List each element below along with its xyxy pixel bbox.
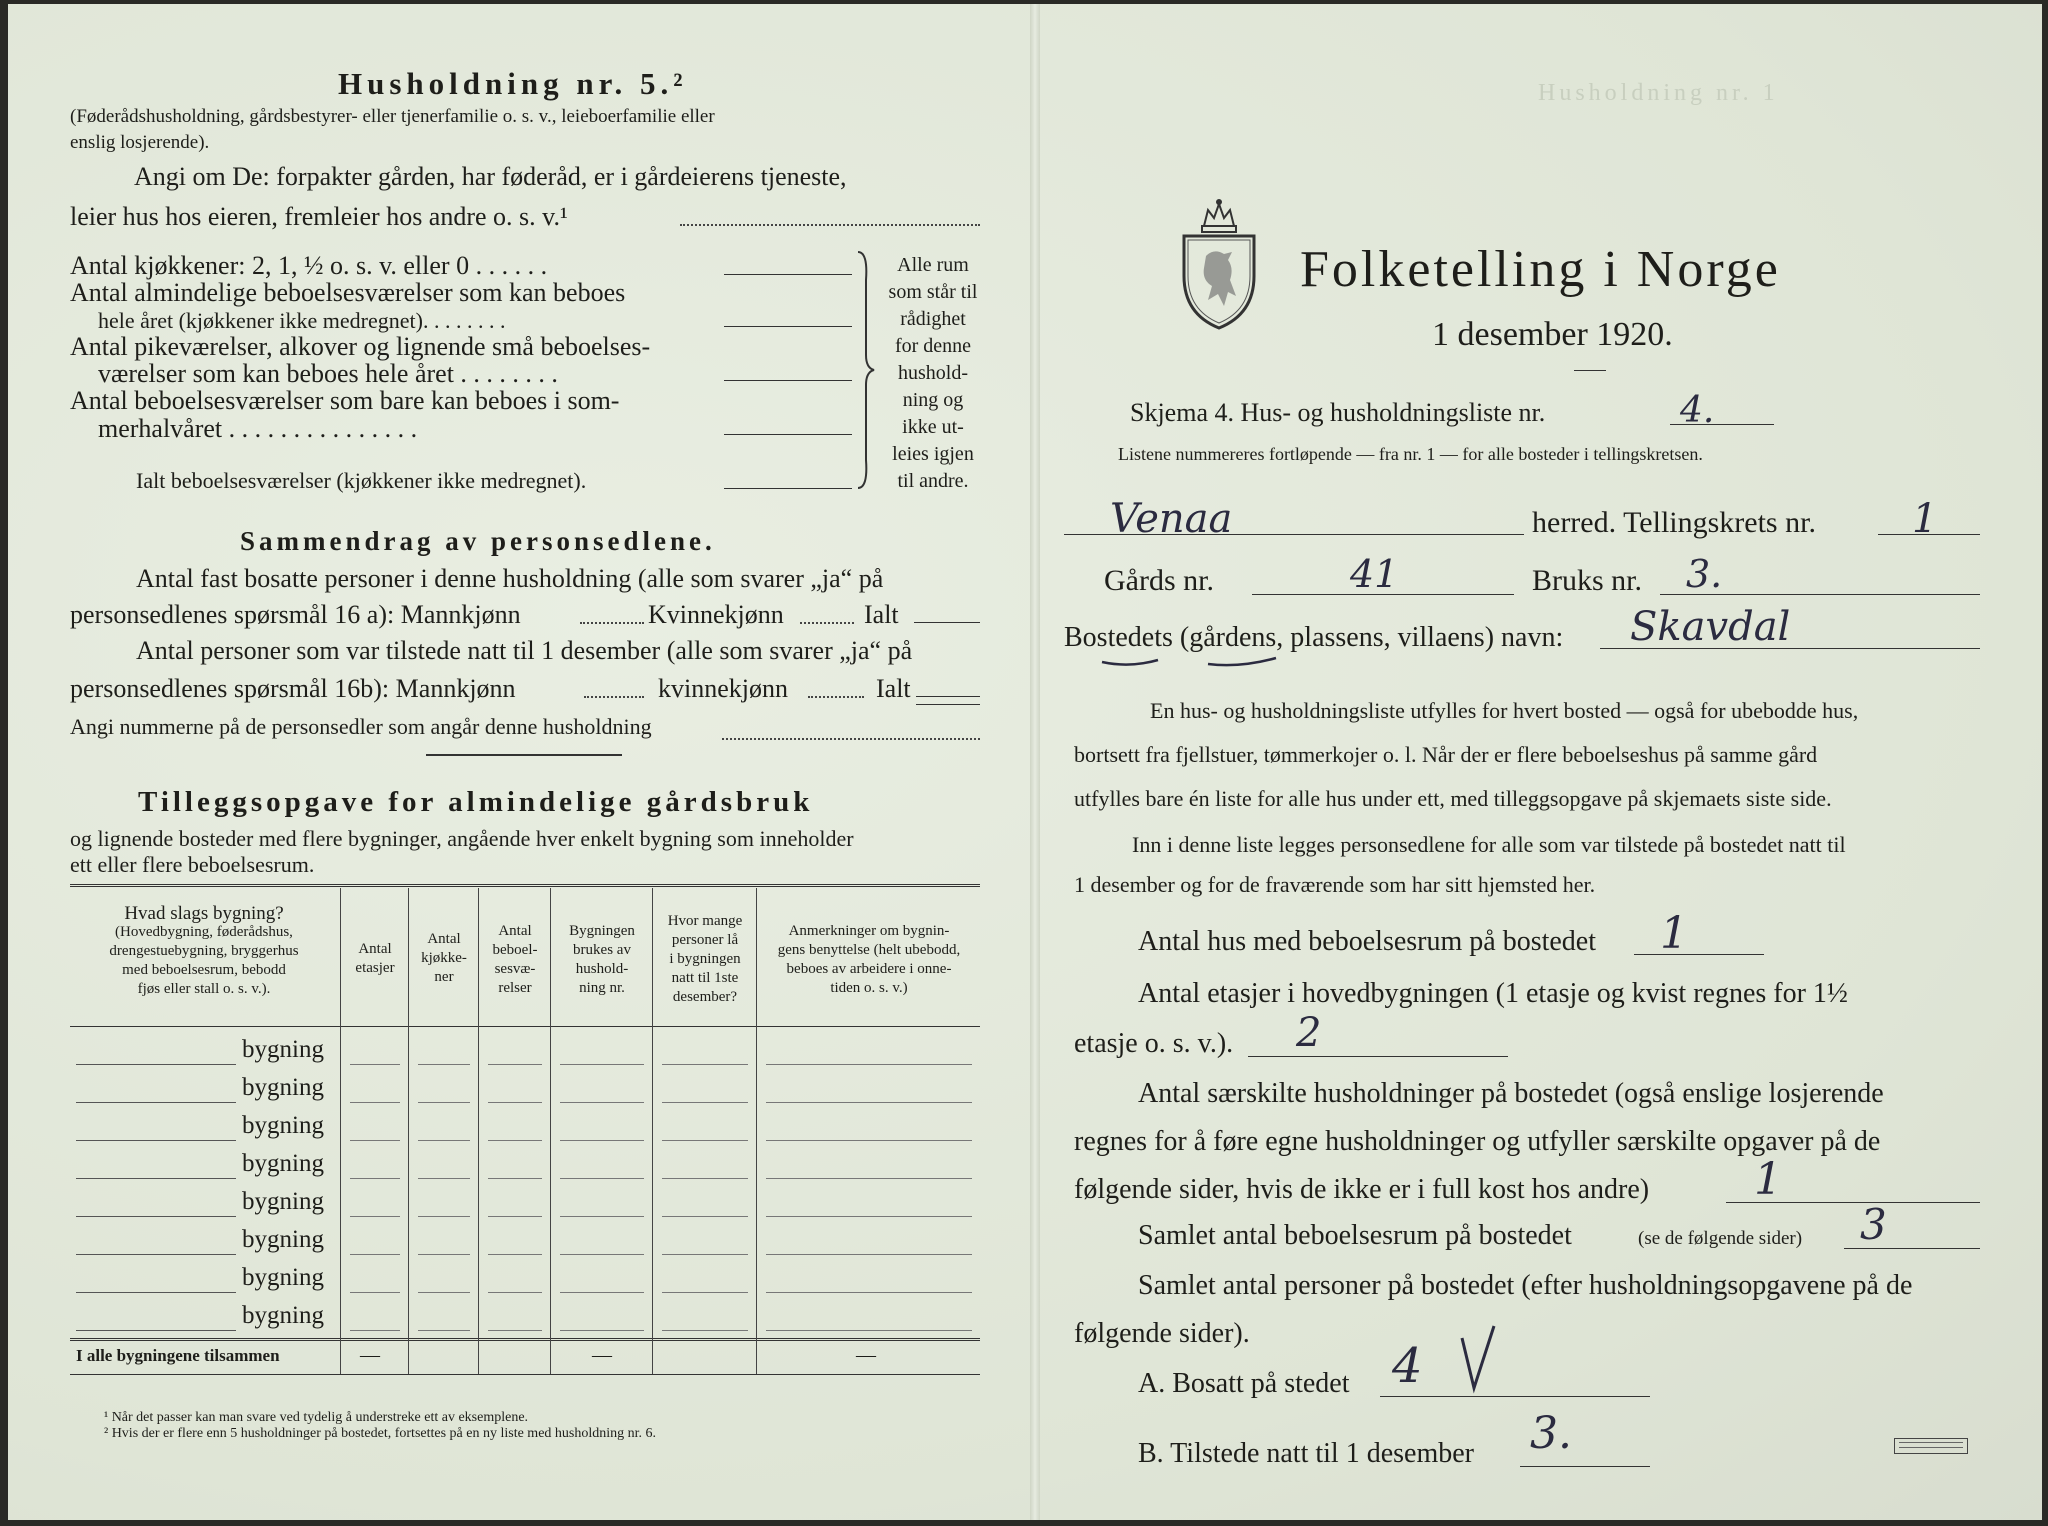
- instructions-line2: bortsett fra fjellstuer, tømmerkojer o. l. Når der er flere beboelseshus på samme gård: [1074, 742, 1818, 767]
- col-header-line: brukes av: [573, 942, 631, 958]
- summary-p1-total-field[interactable]: [914, 622, 980, 623]
- table-cell-field[interactable]: [76, 1216, 236, 1217]
- gards-label: Gårds nr.: [1104, 564, 1214, 597]
- table-row-label: bygning: [242, 1074, 324, 1101]
- col-header-line: Bygningen: [569, 923, 635, 939]
- q5-line2: følgende sider).: [1074, 1318, 1250, 1349]
- col-header-household: [552, 922, 652, 998]
- rooms-kitchens-label: Antal kjøkkener: 2, 1, ½ o. s. v. eller 0 . . . . . .: [70, 251, 548, 280]
- qa-label: A. Bosatt på stedet: [1138, 1368, 1350, 1399]
- form-date: 1 desember 1920.: [1432, 316, 1673, 353]
- col-divider: [408, 888, 409, 1374]
- table-cell-field[interactable]: [766, 1102, 972, 1103]
- table-row-label: bygning: [242, 1188, 324, 1215]
- col-header-line: sesvæ-: [494, 961, 536, 977]
- table-cell-field[interactable]: [418, 1102, 470, 1103]
- rooms-ordinary-label1: Antal almindelige beboelsesværelser som kan beboes: [70, 278, 626, 307]
- table-cell-field[interactable]: [418, 1292, 470, 1293]
- q5-line1: Samlet antal personer på bostedet (efter husholdningsopgavene på de: [1138, 1270, 1913, 1301]
- col-header-line: Antal: [498, 923, 532, 939]
- brace-note-line: til andre.: [897, 470, 969, 492]
- summary-title: Sammendrag av personsedlene.: [240, 526, 716, 556]
- total-row-label: I alle bygningene tilsammen: [76, 1346, 280, 1365]
- brace-note-line: ning og: [902, 389, 964, 411]
- col-divider: [652, 888, 653, 1374]
- footnote-2: ² Hvis der er flere enn 5 husholdninger på bostedet, fortsettes på en ny liste med husholdning nr. 6.: [104, 1426, 657, 1441]
- table-cell-field[interactable]: [766, 1254, 972, 1255]
- instructions-line5: 1 desember og for de fraværende som har sitt hjemsted her.: [1074, 872, 1596, 897]
- angi-line2: leier hus hos eieren, fremleier hos andre o. s. v.¹: [70, 202, 568, 231]
- household-subtitle-line1: (Føderådshusholdning, gårdsbestyrer- eller tjenerfamilie o. s. v., leieboerfamilie eller: [70, 106, 715, 127]
- col-header-line: kjøkke-: [421, 950, 467, 966]
- table-bottom-rule: [70, 1374, 980, 1375]
- angi-answer-line[interactable]: [680, 224, 980, 226]
- herred-label: herred. Tellingskrets nr.: [1532, 506, 1816, 539]
- footnote-1: ¹ Når det passer kan man svare ved tydelig å understreke ett av eksemplene.: [104, 1410, 529, 1425]
- coat-of-arms-icon: [1174, 196, 1264, 332]
- date-underline: [1574, 370, 1606, 371]
- table-cell-field[interactable]: [76, 1102, 236, 1103]
- bosted-value: Skavdal: [1630, 604, 1791, 650]
- summary-p2-total-underline: [916, 704, 980, 705]
- qa-field[interactable]: [1380, 1396, 1650, 1397]
- total-mark: —: [360, 1344, 380, 1366]
- brace-note-line: rådighet: [900, 308, 966, 330]
- q4-value: 3: [1860, 1200, 1887, 1249]
- q1-label: Antal hus med beboelsesrum på bostedet: [1138, 926, 1597, 957]
- table-cell-field[interactable]: [350, 1330, 400, 1331]
- col-header-line: i bygningen: [669, 951, 741, 967]
- col-divider: [340, 888, 341, 1374]
- gards-value: 41: [1350, 552, 1399, 596]
- q3-line2: regnes for å føre egne husholdninger og utfyller særskilte opgaver på de: [1074, 1126, 1881, 1157]
- table-cell-field[interactable]: [662, 1330, 748, 1331]
- table-header-rule: [70, 1026, 980, 1027]
- skjema-label: Skjema 4. Hus- og husholdningsliste nr.: [1130, 398, 1546, 427]
- table-cell-field[interactable]: [350, 1216, 400, 1217]
- table-cell-field[interactable]: [560, 1292, 644, 1293]
- herred-value: Venaa: [1110, 496, 1233, 542]
- col-header-floors: [342, 940, 408, 978]
- table-row-label: bygning: [242, 1150, 324, 1177]
- qb-label: B. Tilstede natt til 1 desember: [1138, 1438, 1474, 1469]
- rooms-kitchens-field[interactable]: [724, 274, 852, 275]
- rooms-ordinary-label2: hele året (kjøkkener ikke medregnet). . . . . . . .: [98, 308, 506, 333]
- table-cell-field[interactable]: [76, 1330, 236, 1331]
- summary-p1-female-label: Kvinnekjønn: [648, 600, 784, 629]
- col-header-line: drengestuebygning, bryggerhus: [109, 943, 299, 959]
- form-title: Folketelling i Norge: [1300, 241, 1781, 298]
- table-cell-field[interactable]: [350, 1140, 400, 1141]
- summary-p1-total-label: Ialt: [864, 600, 899, 629]
- table-cell-field[interactable]: [350, 1178, 400, 1179]
- summary-p2-female-field[interactable]: [808, 696, 864, 698]
- q2-value: 2: [1296, 1010, 1322, 1056]
- col-header-line: Hvad slags bygning?: [124, 903, 284, 924]
- table-cell-field[interactable]: [560, 1102, 644, 1103]
- tillegg-title: Tilleggsopgave for almindelige gårdsbruk: [138, 786, 814, 818]
- instructions-line1: En hus- og husholdningsliste utfylles for hvert bosted — også for ubebodde hus,: [1150, 698, 1859, 723]
- q2-line1: Antal etasjer i hovedbygningen (1 etasje og kvist regnes for 1½: [1138, 978, 1848, 1009]
- q3-line3: følgende sider, hvis de ikke er i full kost hos andre): [1074, 1174, 1650, 1205]
- table-cell-field[interactable]: [418, 1330, 470, 1331]
- col-header-rooms: [480, 922, 550, 998]
- col-header-line: Antal: [358, 941, 392, 957]
- table-cell-field[interactable]: [418, 1140, 470, 1141]
- table-cell-field[interactable]: [418, 1216, 470, 1217]
- col-divider: [478, 888, 479, 1374]
- bosted-underline-marks: [1100, 654, 1280, 670]
- col-header-persons: [654, 912, 756, 1007]
- qa-value: 4: [1392, 1338, 1423, 1394]
- brace-icon: [854, 250, 876, 490]
- table-cell-field[interactable]: [488, 1102, 542, 1103]
- table-cell-field[interactable]: [560, 1254, 644, 1255]
- col-header-line: ning nr.: [579, 980, 625, 996]
- rooms-total-label: Ialt beboelsesværelser (kjøkkener ikke medregnet).: [136, 468, 587, 493]
- col-divider: [756, 888, 757, 1374]
- table-cell-field[interactable]: [76, 1178, 236, 1179]
- table-cell-field[interactable]: [488, 1330, 542, 1331]
- rooms-summer-label1: Antal beboelsesværelser som bare kan beboes i som-: [70, 386, 620, 415]
- summary-p1-female-field[interactable]: [800, 622, 854, 624]
- table-cell-field[interactable]: [350, 1254, 400, 1255]
- col-header-line: relser: [498, 980, 532, 996]
- table-cell-field[interactable]: [76, 1140, 236, 1141]
- table-cell-field[interactable]: [662, 1254, 748, 1255]
- q4-label: Samlet antal beboelsesrum på bostedet: [1138, 1220, 1572, 1251]
- rooms-summer-field[interactable]: [724, 434, 852, 435]
- table-cell-field[interactable]: [76, 1254, 236, 1255]
- brace-note-line: som står til: [888, 281, 978, 303]
- printer-stamp: [1894, 1438, 1968, 1454]
- col-header-line: personer lå: [671, 932, 739, 948]
- col-header-line: desember?: [672, 989, 738, 1005]
- table-cell-field[interactable]: [76, 1292, 236, 1293]
- table-cell-field[interactable]: [662, 1216, 748, 1217]
- col-header-line: natt til 1ste: [671, 970, 739, 986]
- bruks-value: 3.: [1686, 552, 1723, 596]
- table-cell-field[interactable]: [766, 1330, 972, 1331]
- col-header-line: med beboelsesrum, bebodd: [122, 962, 286, 978]
- rooms-small-field[interactable]: [724, 380, 852, 381]
- col-divider: [550, 888, 551, 1374]
- q1-field[interactable]: [1634, 954, 1764, 955]
- rooms-total-field[interactable]: [724, 488, 852, 489]
- col-header-line: beboes av arbeidere i onne-: [786, 961, 952, 977]
- table-cell-field[interactable]: [662, 1064, 748, 1065]
- table-cell-field[interactable]: [488, 1254, 542, 1255]
- brace-note-line: leies igjen: [892, 443, 974, 465]
- table-cell-field[interactable]: [488, 1064, 542, 1065]
- q3-value: 1: [1754, 1154, 1782, 1205]
- table-row-label: bygning: [242, 1036, 324, 1063]
- col-header-line: etasjer: [355, 960, 395, 976]
- total-mark: —: [592, 1344, 612, 1366]
- summary-p1-line2: personsedlenes spørsmål 16 a): Mannkjønn: [70, 600, 521, 629]
- summary-p2-female-label: kvinnekjønn: [658, 674, 788, 703]
- section-divider: [426, 754, 622, 756]
- q1-value: 1: [1660, 908, 1688, 959]
- table-cell-field[interactable]: [418, 1254, 470, 1255]
- col-header-line: Hvor mange: [667, 913, 743, 929]
- table-cell-field[interactable]: [560, 1216, 644, 1217]
- col-header-line: hushold-: [575, 961, 629, 977]
- table-cell-field[interactable]: [488, 1178, 542, 1179]
- col-header-line: Antal: [427, 931, 461, 947]
- rooms-summer-label2: merhalvåret . . . . . . . . . . . . . . .: [98, 414, 418, 443]
- table-cell-field[interactable]: [350, 1064, 400, 1065]
- household-title: Husholdning nr. 5.²: [338, 66, 688, 101]
- q2-line2: etasje o. s. v.).: [1074, 1028, 1234, 1059]
- table-cell-field[interactable]: [76, 1064, 236, 1065]
- rooms-small-label1: Antal pikeværelser, alkover og lignende små beboelses-: [70, 332, 651, 361]
- table-cell-field[interactable]: [560, 1178, 644, 1179]
- brace-note-line: Alle rum: [897, 254, 969, 276]
- table-cell-field[interactable]: [662, 1102, 748, 1103]
- summary-p2-line2: personsedlenes spørsmål 16b): Mannkjønn: [70, 674, 516, 703]
- table-cell-field[interactable]: [418, 1178, 470, 1179]
- table-cell-field[interactable]: [418, 1064, 470, 1065]
- tillegg-sub-line1: og lignende bosteder med flere bygninger, angående hver enkelt bygning som inneholder: [70, 826, 854, 851]
- table-cell-field[interactable]: [350, 1292, 400, 1293]
- col-header-building-type: [70, 904, 338, 999]
- col-header-line: fjøs eller stall o. s. v.).: [137, 981, 271, 997]
- bleed-through-text: Husholdning nr. 1: [1538, 80, 1779, 106]
- tellingskrets-value: 1: [1912, 496, 1938, 542]
- table-cell-field[interactable]: [350, 1102, 400, 1103]
- bosted-label: Bostedets (gårdens, plassens, villaens) navn:: [1064, 622, 1564, 653]
- table-row-label: bygning: [242, 1112, 324, 1139]
- summary-p2-line1: Antal personer som var tilstede natt til 1 desember (alle som svarer „ja“ på: [136, 636, 913, 665]
- summary-p1-male-field[interactable]: [580, 622, 644, 624]
- table-cell-field[interactable]: [662, 1140, 748, 1141]
- instructions-line4: Inn i denne liste legges personsedlene for alle som var tilstede på bostedet natt til: [1132, 832, 1846, 857]
- summary-p2-total-field[interactable]: [916, 696, 980, 697]
- brace-note-line: ikke ut-: [902, 416, 964, 438]
- q4-note: (se de følgende sider): [1638, 1228, 1803, 1249]
- col-header-line: tiden o. s. v.): [830, 980, 908, 996]
- table-cell-field[interactable]: [662, 1292, 748, 1293]
- page-fold: [1030, 4, 1040, 1520]
- table-cell-field[interactable]: [560, 1330, 644, 1331]
- census-form-sheet: [8, 4, 2042, 1520]
- col-header-line: Anmerkninger om bygnin-: [788, 923, 950, 939]
- table-cell-field[interactable]: [488, 1216, 542, 1217]
- table-cell-field[interactable]: [488, 1140, 542, 1141]
- col-header-line: (Hovedbygning, føderådshus,: [115, 924, 293, 940]
- total-mark: —: [856, 1344, 876, 1366]
- bruks-label: Bruks nr.: [1532, 564, 1643, 597]
- summary-p2-total-label: Ialt: [876, 674, 911, 703]
- table-cell-field[interactable]: [560, 1140, 644, 1141]
- rooms-small-label2: værelser som kan beboes hele året . . . . . . . .: [98, 359, 558, 388]
- table-cell-field[interactable]: [662, 1178, 748, 1179]
- col-header-kitchens: [410, 930, 478, 987]
- listene-note: Listene nummereres fortløpende — fra nr. 1 — for alle bosteder i tellingskretsen.: [1118, 444, 1703, 464]
- table-cell-field[interactable]: [560, 1064, 644, 1065]
- angi-line1: Angi om De: forpakter gården, har føderåd, er i gårdeierens tjeneste,: [134, 162, 847, 191]
- skjema-value: 4.: [1680, 390, 1715, 431]
- check-mark-icon: [1458, 1324, 1498, 1394]
- table-row-label: bygning: [242, 1226, 324, 1253]
- table-top-rule: [70, 884, 980, 887]
- qb-value: 3.: [1530, 1408, 1572, 1459]
- col-header-line: ner: [434, 969, 454, 985]
- rooms-ordinary-field[interactable]: [724, 326, 852, 327]
- tillegg-sub-line2: ett eller flere beboelsesrum.: [70, 852, 315, 877]
- summary-p3-field[interactable]: [722, 738, 980, 740]
- instructions-line3: utfylles bare én liste for alle hus under ett, med tilleggsopgave på skjemaets siste side.: [1074, 786, 1832, 811]
- table-cell-field[interactable]: [766, 1178, 972, 1179]
- summary-p1-line1: Antal fast bosatte personer i denne husholdning (alle som svarer „ja“ på: [136, 564, 884, 593]
- table-cell-field[interactable]: [766, 1216, 972, 1217]
- brace-note-line: for denne: [894, 335, 972, 357]
- table-cell-field[interactable]: [766, 1292, 972, 1293]
- table-total-rule: [70, 1338, 980, 1341]
- table-cell-field[interactable]: [488, 1292, 542, 1293]
- qb-field[interactable]: [1520, 1466, 1650, 1467]
- summary-p3-label: Angi nummerne på de personsedler som angår denne husholdning: [70, 714, 652, 739]
- household-subtitle-line2: enslig losjerende).: [70, 132, 210, 153]
- table-cell-field[interactable]: [766, 1064, 972, 1065]
- q3-line1: Antal særskilte husholdninger på bostedet (også enslige losjerende: [1138, 1078, 1884, 1109]
- col-header-line: beboel-: [492, 942, 538, 958]
- col-header-remarks: [758, 922, 980, 998]
- col-header-line: gens benyttelse (helt ubebodd,: [777, 942, 961, 958]
- table-row-label: bygning: [242, 1302, 324, 1329]
- summary-p2-male-field[interactable]: [584, 696, 644, 698]
- table-row-label: bygning: [242, 1264, 324, 1291]
- brace-note: [878, 252, 988, 495]
- table-cell-field[interactable]: [766, 1140, 972, 1141]
- q2-field[interactable]: [1248, 1056, 1508, 1057]
- brace-note-line: hushold-: [898, 362, 968, 384]
